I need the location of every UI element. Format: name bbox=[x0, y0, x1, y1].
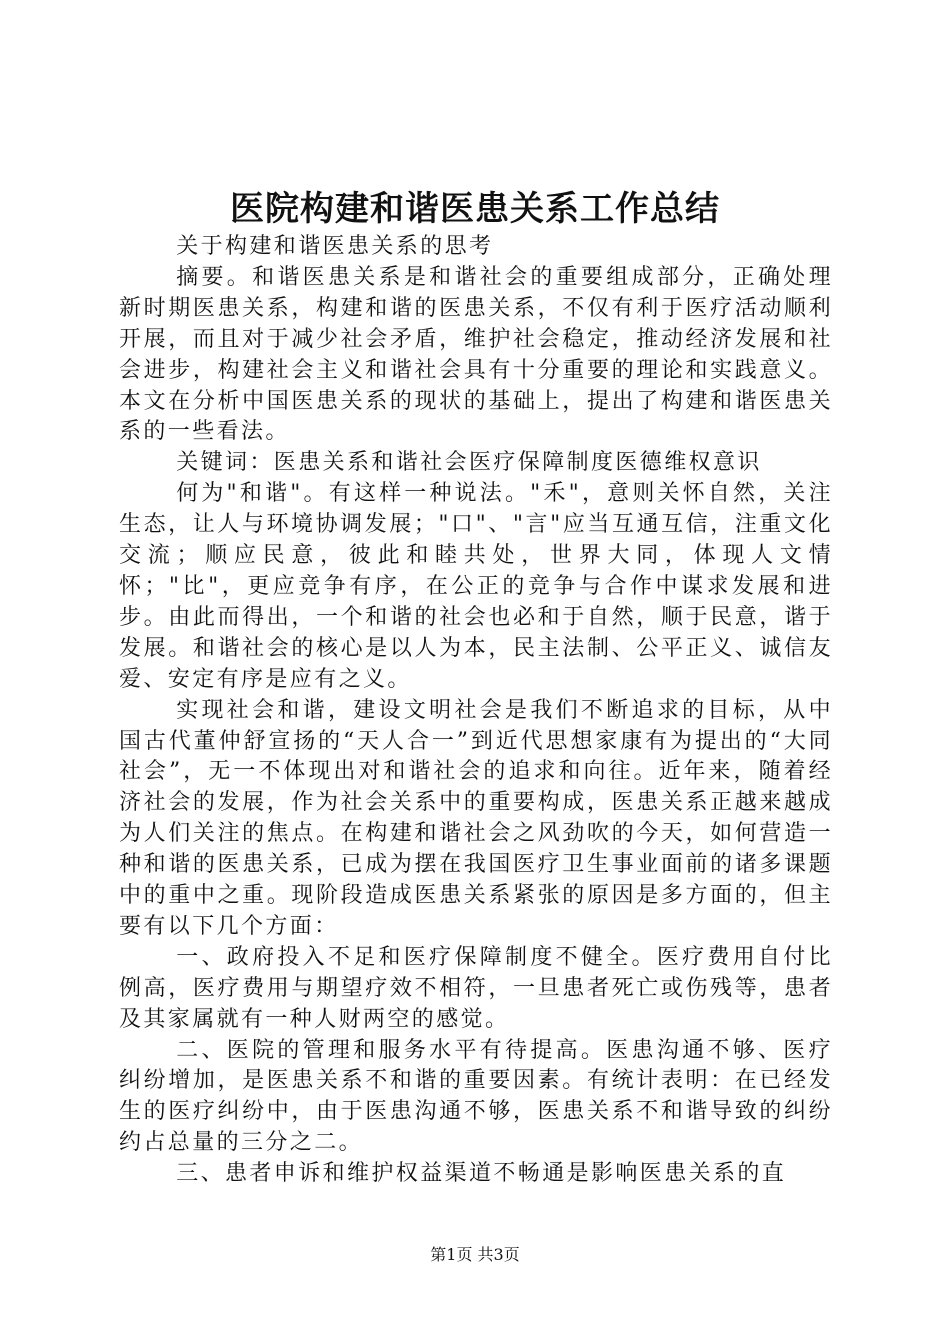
body-paragraph: 三、患者申诉和维护权益渠道不畅通是影响医患关系的直 bbox=[176, 1161, 787, 1187]
body-paragraph: 何为"和谐"。有这样一种说法。"禾"，意则关怀自然，关注生态，让人与环境协调发展；"口"、"言"应当互通互信，注重文化交流；顺应民意，彼此和睦共处，世界大同，体现人文情怀；"比"，更应竞争有序，在公正的竞争与合作中谋求发展和进步。由此而得出，一个和谐的社会也必和于自然，顺于民意，谐于发展。和谐社会的核心是以人为本，民主法制、公平正义、诚信友爱、安定有序是应有之义。 bbox=[119, 481, 833, 692]
document-title: 医院构建和谐医患关系工作总结 bbox=[230, 189, 720, 229]
body-paragraph: 二、医院的管理和服务水平有待提高。医患沟通不够、医疗纠纷增加，是医患关系不和谐的重要因素。有统计表明：在已经发生的医疗纠纷中，由于医患沟通不够，医患关系不和谐导致的纠纷约占总量的三分之二。 bbox=[119, 1037, 833, 1156]
keywords-paragraph: 关键词：医患关系和谐社会医疗保障制度医德维权意识 bbox=[176, 450, 762, 476]
subtitle-paragraph: 关于构建和谐医患关系的思考 bbox=[176, 234, 494, 259]
page-number-footer: 第1页 共3页 bbox=[430, 1245, 520, 1264]
abstract-paragraph: 摘要。和谐医患关系是和谐社会的重要组成部分，正确处理新时期医患关系，构建和谐的医患关系，不仅有利于医疗活动顺利开展，而且对于减少社会矛盾，维护社会稳定，推动经济发展和社会进步，构建社会主义和谐社会具有十分重要的理论和实践意义。本文在分析中国医患关系的现状的基础上，提出了构建和谐医患关系的一些看法。 bbox=[119, 264, 833, 445]
body-paragraph: 实现社会和谐，建设文明社会是我们不断追求的目标，从中国古代董仲舒宣扬的“天人合一”到近代思想家康有为提出的“大同社会”，无一不体现出对和谐社会的追求和向往。近年来，随着经济社会的发展，作为社会关系中的重要构成，医患关系正越来越成为人们关注的焦点。在构建和谐社会之风劲吹的今天，如何营造一种和谐的医患关系，已成为摆在我国医疗卫生事业面前的诸多课题中的重中之重。现阶段造成医患关系紧张的原因是多方面的，但主要有以下几个方面： bbox=[119, 697, 833, 939]
document-body bbox=[119, 232, 833, 1190]
body-paragraph: 一、政府投入不足和医疗保障制度不健全。医疗费用自付比例高，医疗费用与期望疗效不相符，一旦患者死亡或伤残等，患者及其家属就有一种人财两空的感觉。 bbox=[119, 944, 833, 1032]
